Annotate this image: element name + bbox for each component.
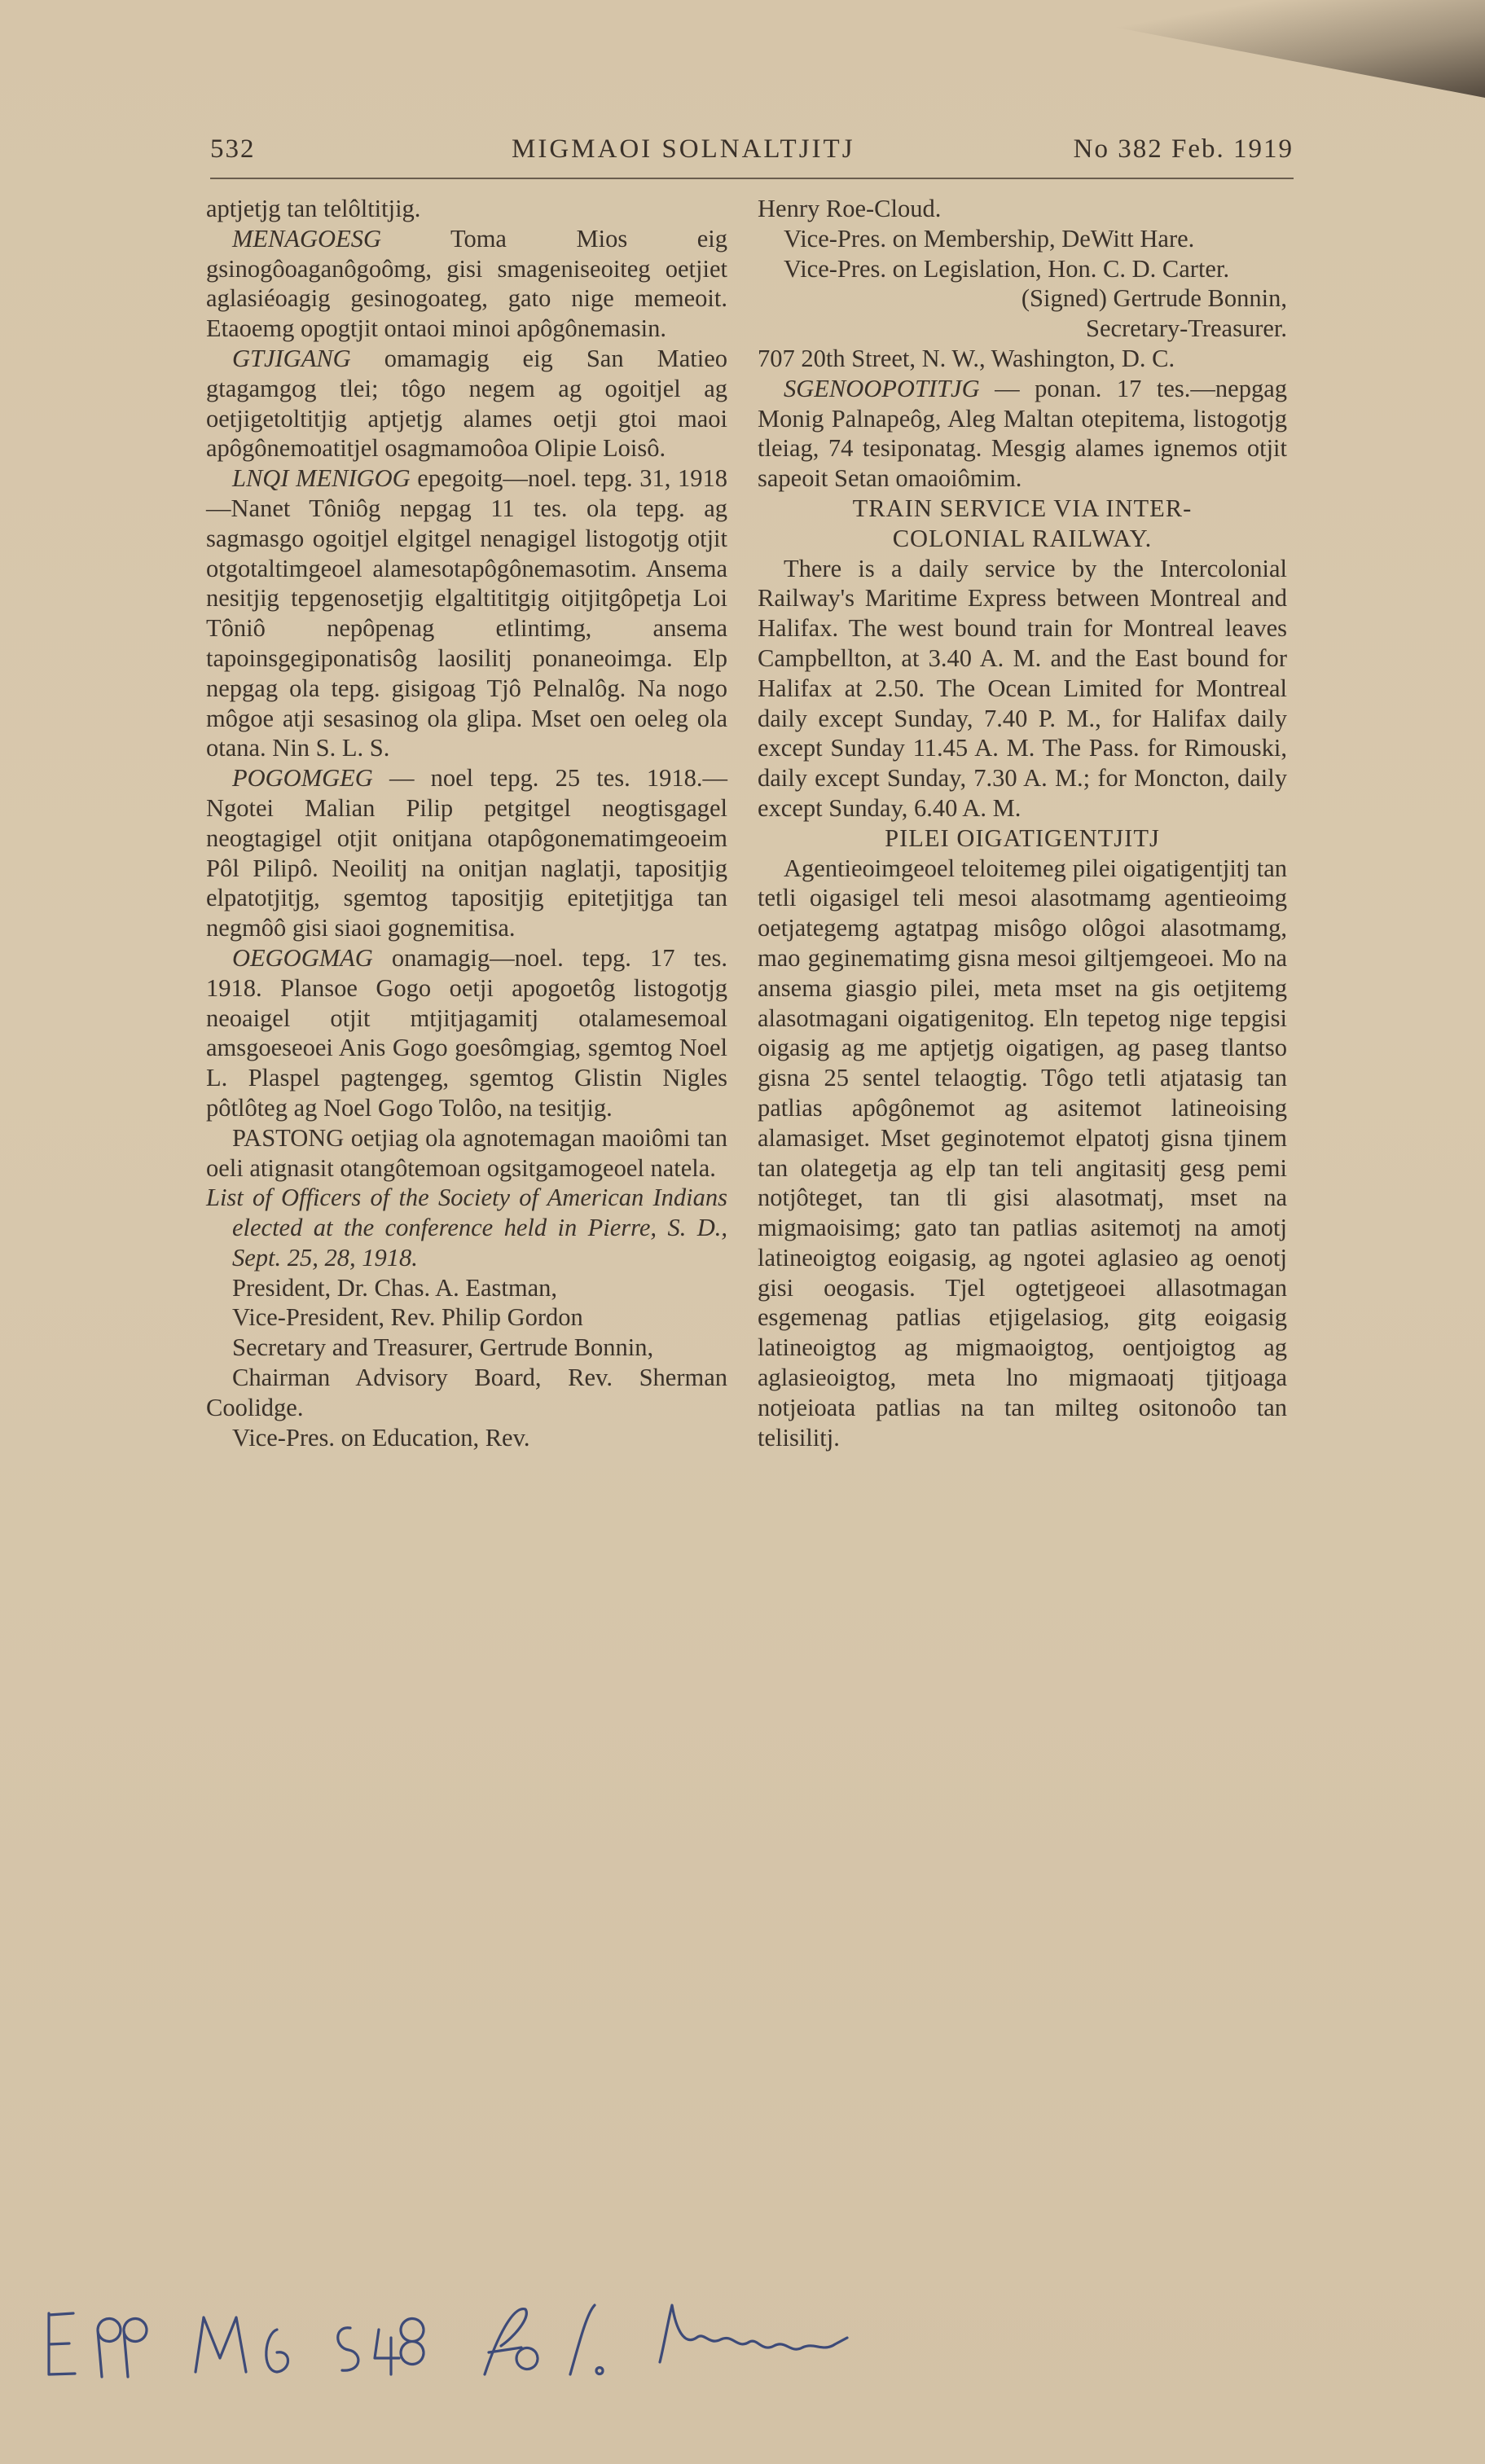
paragraph-lead-word: SGENOOPOTITJG (784, 374, 980, 402)
left-column-paragraph (206, 194, 727, 224)
right-column-paragraph (758, 224, 1287, 254)
paragraph-text: — noel tepg. 25 tes. 1918.—Ngotei Malian Pilip petgitgel neogtisgagel neogtagigel otjit onitjana otapôgonematimgeoeim Pôl Pilipô. Neoilitj na onitjan naglatji, tapositjig elpatotjitjg, sgemtog tapositjig epitetjitjga tan negmôô gisi siaoi gognemitisa. (206, 764, 727, 942)
right-column-paragraph (758, 283, 1287, 314)
left-column-paragraph (206, 1333, 727, 1363)
right-column (758, 194, 1287, 1452)
page-number: 532 (210, 134, 256, 164)
left-column (206, 194, 727, 1452)
paragraph-text: onamagig—noel. tepg. 17 tes. 1918. Plansoe Gogo oetji apogoetôg listogotjg neoaigel otjit mtjitjagamitj otalamesemoal amsgoeseoei Anis Gogo goesômgiag, sgemtog Noel L. Plaspel pagtengeg, sgemtog Glistin Nigles pôtlôteg ag Noel Gogo Tolôo, na tesitjig. (206, 943, 727, 1122)
paragraph-text: Vice-Pres. on Legislation, Hon. C. D. Carter. (784, 254, 1230, 283)
paragraph-text: President, Dr. Chas. A. Eastman, (232, 1273, 558, 1302)
paragraph-lead-word: LNQI MENIGOG (232, 464, 411, 493)
paragraph-text: 707 20th Street, N. W., Washington, D. C. (758, 344, 1175, 372)
right-column-paragraph (758, 494, 1287, 524)
left-column-paragraph (206, 763, 727, 943)
page-corner-shadow (752, 0, 1485, 98)
left-column-paragraph (206, 463, 727, 763)
paragraph-lead-word: OEGOGMAG (232, 943, 373, 972)
right-column-paragraph (758, 194, 1287, 224)
paragraph-text: Vice-Pres. on Education, Rev. (232, 1423, 530, 1452)
paragraph-text: omamagig eig San Matieo gtagamgog tlei; tôgo negem ag ogoitjel ag oetjigetoltitjig aptjetjg alames oetji gtoi maoi apôgônemoatitjel osagmamoôoa Olipie Loisô. (206, 344, 727, 463)
right-column-paragraph (758, 314, 1287, 344)
right-column-paragraph (758, 824, 1287, 854)
paragraph-text: Secretary-Treasurer. (1085, 314, 1287, 343)
left-column-paragraph (206, 1363, 727, 1423)
header-rule (210, 178, 1294, 179)
paragraph-text: PASTONG oetjiag ola agnotemagan maoiômi tan oeli atignasit otangôtemoan ogsitgamogeoel natela. (206, 1123, 727, 1182)
handwriting-strokes (33, 2281, 929, 2395)
paragraph-text: COLONIAL RAILWAY. (892, 524, 1153, 552)
paragraph-text: Chairman Advisory Board, Rev. Sherman Coolidge. (206, 1364, 727, 1421)
left-column-paragraph (206, 224, 727, 344)
left-column-paragraph (206, 344, 727, 463)
right-column-paragraph (758, 524, 1287, 554)
paragraph-text: Toma Mios eig gsinogôoaganôgoômg, gisi smagenisеoiteg oetjiet aglasiéoagig gesinogoateg, gato nige memeoit. Etaoemg opogtjit ontaoi minoi apôgônemasin. (206, 224, 727, 343)
right-column-paragraph (758, 854, 1287, 1453)
paragraph-lead-word: GTJIGANG (232, 344, 351, 372)
paragraph-text: Vice-President, Rev. Philip Gordon (232, 1303, 583, 1332)
left-column-paragraph (206, 1302, 727, 1333)
paragraph-text: (Signed) Gertrude Bonnin, (1021, 284, 1287, 313)
paragraph-lead-word: POGOMGEG (232, 764, 373, 793)
running-head (210, 134, 1294, 183)
paragraph-text: Vice-Pres. on Membership, DeWitt Hare. (784, 224, 1195, 253)
left-column-paragraph (206, 1273, 727, 1303)
left-column-paragraph (206, 1183, 727, 1272)
right-column-paragraph (758, 374, 1287, 494)
paragraph-text: Agentieoimgeoel teloitemeg pilei oigatigentjitj tan tetli oigasigel teli mesoi alasotmamg agentieoimg oetjategemg agtatpag misôgo olôgoi alasotmamg, mao geginematimg gisna mesoi giltjemgeoei. Mo na ansema giasgio pilei, meta mset na gis oetjitemg alasotmagani oigatigenitog. Eln tepetog nige tepgisi oigasig ag me aptjetjg oigatigen, ag paseg tlantso gisna 25 sentel telaogtig. Tôgo tetli atjatasig tan patlias apôgônemot ag asitemot latineoising alamasiget. Mset geginotemot elpatotj gisna tjinem tan olategetja ag elp tan teli angitasitj gesg pemi notjôteget, tan tli gisi alasotmatj, mset na migmaoisimg; gato tan patlias asitemotj na amotj latineoigtog eoigasig, ag ngotei aglasieo ag oenotj gisi oeogasis. Tjel ogtetjgeoei allasotmagan esgemenag patlias etjigelasiog, gitg eoigasig latineoigtog ag migmaoigtog, oentjoigtog ag aglasieoigtog, meta lno migmaoatj tjitjoaga notjeioata patlias na tan milteg ositonoôo tan telisilitj. (758, 854, 1287, 1452)
left-column-paragraph (206, 943, 727, 1123)
handwritten-call-number (33, 2281, 929, 2395)
right-column-paragraph (758, 254, 1287, 284)
paragraph-lead-word: MENAGOESG (232, 224, 381, 253)
paragraph-text: Secretary and Treasurer, Gertrude Bonnin, (232, 1333, 654, 1362)
right-column-paragraph (758, 554, 1287, 824)
journal-title: MIGMAOI SOLNALTJITJ (512, 134, 855, 164)
paragraph-text: TRAIN SERVICE VIA INTER- (852, 494, 1193, 522)
left-column-paragraph (206, 1123, 727, 1184)
left-column-paragraph (206, 1423, 727, 1453)
paragraph-text: List of Officers of the Society of American Indians elected at the conference held in Pierre, S. D., Sept. 25, 28, 1918. (206, 1184, 727, 1272)
paragraph-text: — ponan. 17 tes.—nepgag Monig Palnapeôg, Aleg Maltan otepitema, listogotjg tleiag, 74 tesiponatag. Mesgig alames ignemos otjit sapeoit Setan omaoiômim. (758, 374, 1287, 493)
paragraph-text: epegoitg—noel. tepg. 31, 1918—Nanet Tôniôg nepgag 11 tes. ola tepg. ag sagmasgo ogoitjel elgitgel nenagigel listogotjg otjit otgotaltimgeoel alamesotapôgônemasotim. Ansema nesitjig tepgenosetjig elgaltititgig oitjitgôpetja Loi Tôniô nepôpenag etlintimg, ansema tapoinsgegiponatisôg laosilitj ponaneoimga. Elp nepgag ola tepg. gisigoag Tjô Pelnalôg. Na nogo môgoe atji sesasinog ola glipa. Mset oen oeleg ola otana. Nin S. L. S. (206, 464, 727, 762)
paragraph-text: Henry Roe-Cloud. (758, 195, 942, 222)
issue-date: No 382 Feb. 1919 (1073, 134, 1294, 164)
paragraph-text: PILEI OIGATIGENTJITJ (885, 824, 1160, 852)
paragraph-text: There is a daily service by the Intercolonial Railway's Maritime Express between Montreal and Halifax. The west bound train for Montreal leaves Campbellton, at 3.40 A. M. and the East bound for Halifax at 2.50. The Ocean Limited for Montreal daily except Sunday, 7.40 P. M., for Halifax daily except Sunday 11.45 A. M. The Pass. for Rimouski, daily except Sunday, 7.30 A. M.; for Moncton, daily except Sunday, 6.40 A. M. (758, 554, 1287, 822)
paragraph-text: aptjetjg tan telôltitjig. (206, 195, 421, 222)
right-column-paragraph (758, 344, 1287, 374)
